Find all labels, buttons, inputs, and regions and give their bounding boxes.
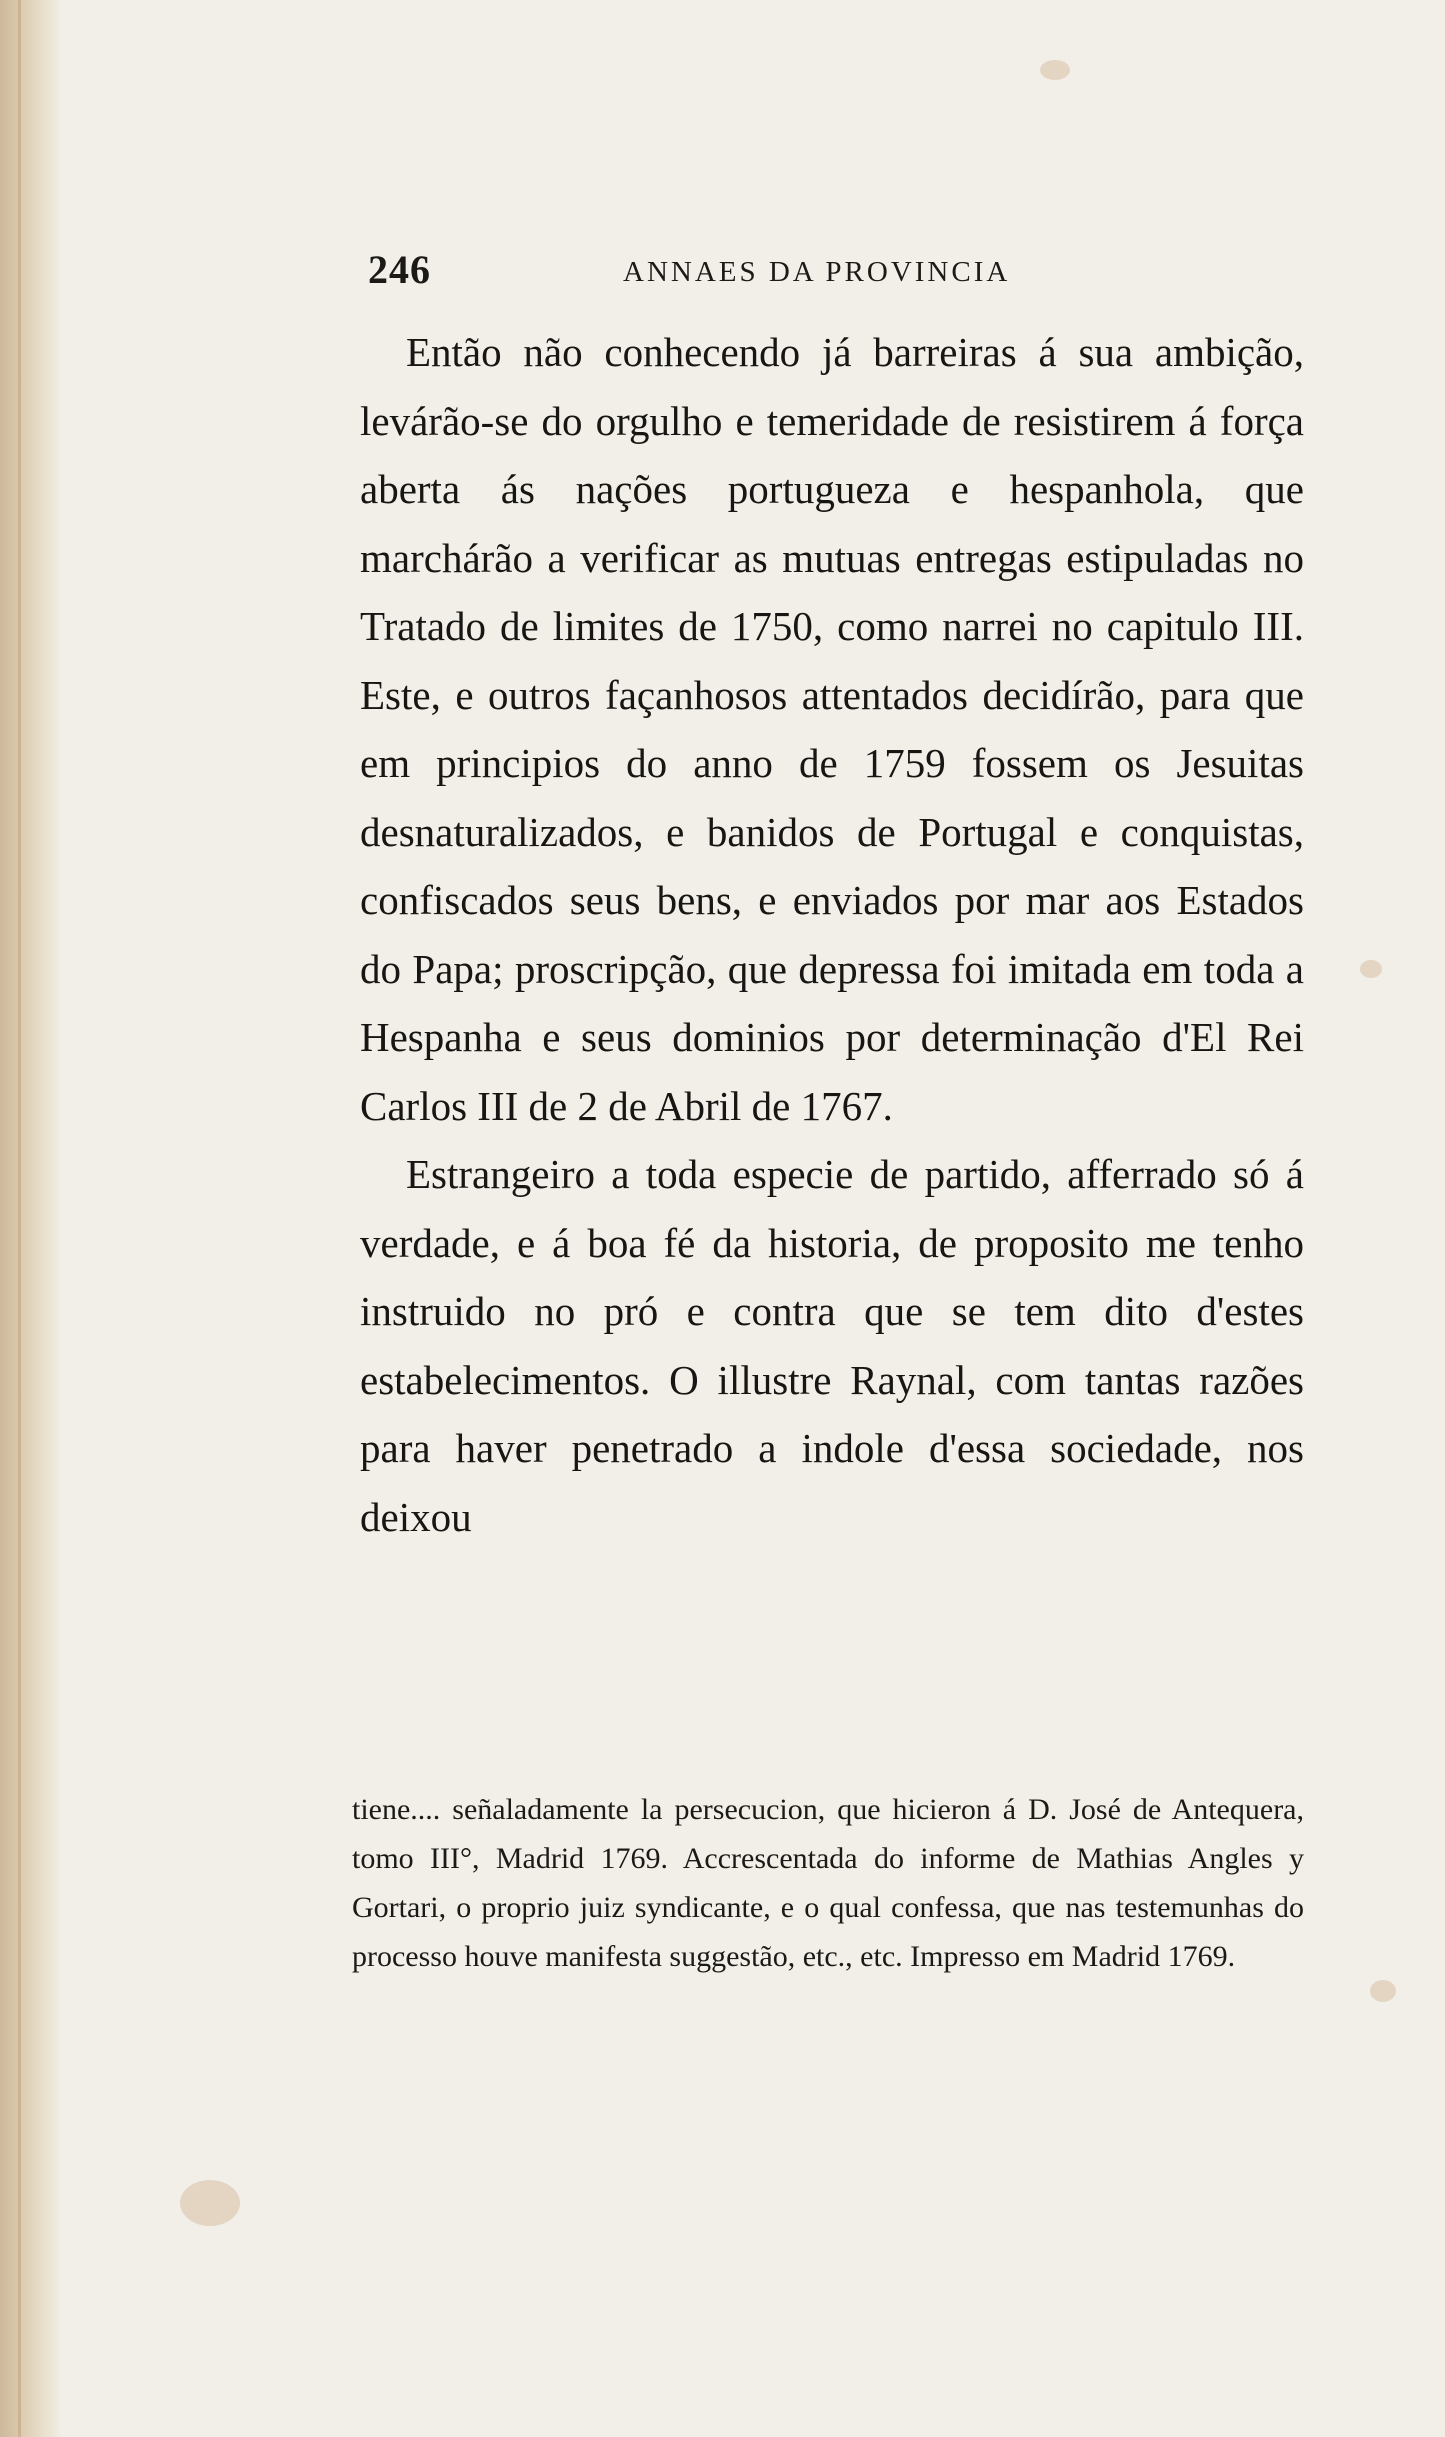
foxing-stain: [1370, 1980, 1396, 2002]
page-header: [368, 246, 1308, 306]
foxing-stain: [180, 2180, 240, 2226]
running-title: ANNAES DA PROVINCIA: [623, 256, 1011, 288]
footnote-text: tiene.... señaladamente la persecucion, que hicieron á D. José de Antequera, tomo III°, Madrid 1769. Accrescentada do informe de Mathias Angles y Gortari, o proprio juiz syndicante, e o qual confessa, que nas testemunhas do processo houve manifesta suggestão, etc., etc. Impresso em Madrid 1769.: [352, 1793, 1304, 1973]
footnote: [352, 1785, 1304, 1981]
spine-fold-line: [18, 0, 21, 2437]
foxing-stain: [1360, 960, 1382, 978]
book-spine-edge: [0, 0, 62, 2437]
foxing-stain: [1040, 60, 1070, 80]
page-number: 246: [368, 247, 431, 292]
main-text: [360, 318, 1304, 1551]
paragraph: Então não conhecendo já barreiras á sua ambição, levárão-se do orgulho e temeridade de resistirem á força aberta ás nações portugueza e hespanhola, que marchárão a verificar as mutuas entregas estipuladas no Tratado de limites de 1750, como narrei no capitulo III. Este, e outros façanhosos attentados decidírão, para que em principios do anno de 1759 fossem os Jesuitas desnaturalizados, e banidos de Portugal e conquistas, confiscados seus bens, e enviados por mar aos Estados do Papa; proscripção, que depressa foi imitada em toda a Hespanha e seus dominios por determinação d'El Rei Carlos III de 2 de Abril de 1767.: [360, 329, 1304, 1129]
paragraph: Estrangeiro a toda especie de partido, afferrado só á verdade, e á boa fé da historia, de proposito me tenho instruido no pró e contra que se tem dito d'estes estabelecimentos. O illustre Raynal, com tantas razões para haver penetrado a indole d'essa sociedade, nos deixou: [360, 1151, 1304, 1540]
